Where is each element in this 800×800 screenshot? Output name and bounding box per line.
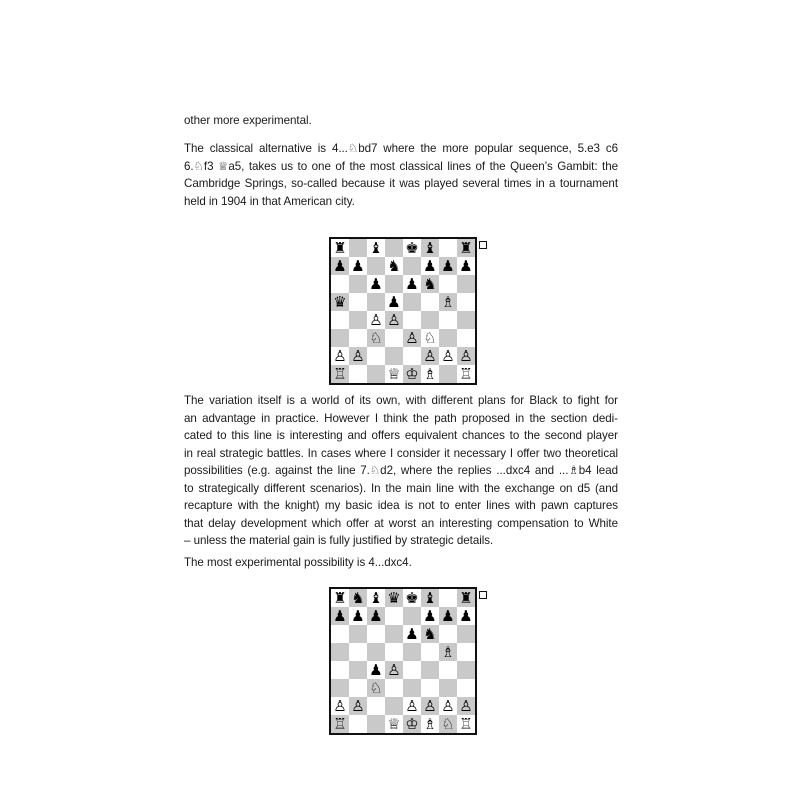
square-b6 — [349, 275, 367, 293]
paragraph-3 — [184, 392, 618, 550]
paragraph-line: possibilities (e.g. against the line 7.♘d2, where the replies ...dxc4 and ...♗b4 lead — [184, 464, 618, 477]
square-e7 — [403, 607, 421, 625]
square-b2 — [349, 697, 367, 715]
square-b8 — [349, 589, 367, 607]
square-b3 — [349, 679, 367, 697]
square-g1 — [439, 715, 457, 733]
white-pawn-icon: ♙ — [459, 697, 473, 715]
square-f3 — [421, 679, 439, 697]
square-g3 — [439, 329, 457, 347]
square-a6 — [331, 625, 349, 643]
paragraph-line: Cambridge Springs, so-called because it was played several times in a tournament — [184, 177, 618, 190]
square-b6 — [349, 625, 367, 643]
paragraph-line: that delay development which offer at worst an interesting compensation to White — [184, 516, 618, 530]
white-knight-icon: ♘ — [441, 715, 455, 733]
square-b4 — [349, 311, 367, 329]
paragraph-line: The most experimental possibility is 4...dxc4. — [184, 556, 412, 569]
square-e2 — [403, 347, 421, 365]
square-g3 — [439, 679, 457, 697]
square-e3 — [403, 329, 421, 347]
paragraph-line: held in 1904 in that American city. — [184, 194, 355, 208]
black-pawn-icon: ♟ — [369, 661, 383, 679]
square-h1 — [457, 715, 475, 733]
square-h6 — [457, 275, 475, 293]
square-d8 — [385, 589, 403, 607]
white-to-move-indicator — [479, 591, 487, 599]
black-pawn-icon: ♟ — [369, 275, 383, 293]
black-queen-icon: ♛ — [333, 293, 347, 311]
square-c8 — [367, 589, 385, 607]
black-pawn-icon: ♟ — [423, 257, 437, 275]
white-pawn-icon: ♙ — [405, 329, 419, 347]
square-b5 — [349, 643, 367, 661]
square-c7 — [367, 257, 385, 275]
square-g8 — [439, 589, 457, 607]
square-h8 — [457, 589, 475, 607]
square-d1 — [385, 715, 403, 733]
paragraph-line: recapture with the knight) my basic idea is not to enter lines with pawn captures — [184, 499, 618, 512]
square-d5 — [385, 293, 403, 311]
square-h3 — [457, 679, 475, 697]
square-e4 — [403, 311, 421, 329]
square-c5 — [367, 293, 385, 311]
square-c8 — [367, 239, 385, 257]
square-a2 — [331, 347, 349, 365]
square-c4 — [367, 311, 385, 329]
black-pawn-icon: ♟ — [459, 257, 473, 275]
black-rook-icon: ♜ — [333, 589, 347, 607]
white-queen-icon: ♕ — [387, 365, 401, 383]
black-pawn-icon: ♟ — [459, 607, 473, 625]
paragraph-line: 6.♘f3 ♕a5, takes us to one of the most classical lines of the Queen’s Gambit: the — [184, 159, 618, 173]
square-c3 — [367, 679, 385, 697]
square-e4 — [403, 661, 421, 679]
square-g2 — [439, 697, 457, 715]
black-knight-icon: ♞ — [423, 275, 437, 293]
square-d1 — [385, 365, 403, 383]
square-g1 — [439, 365, 457, 383]
square-e6 — [403, 625, 421, 643]
square-e5 — [403, 293, 421, 311]
square-d5 — [385, 643, 403, 661]
white-pawn-icon: ♙ — [387, 661, 401, 679]
square-c2 — [367, 347, 385, 365]
square-d8 — [385, 239, 403, 257]
paragraph-2 — [184, 140, 618, 210]
black-king-icon: ♚ — [405, 239, 419, 257]
chessboard — [329, 587, 477, 735]
square-h4 — [457, 311, 475, 329]
square-a4 — [331, 661, 349, 679]
square-b3 — [349, 329, 367, 347]
square-f6 — [421, 625, 439, 643]
square-f1 — [421, 365, 439, 383]
square-h5 — [457, 293, 475, 311]
square-f7 — [421, 607, 439, 625]
square-h4 — [457, 661, 475, 679]
black-knight-icon: ♞ — [351, 589, 365, 607]
square-h7 — [457, 607, 475, 625]
white-pawn-icon: ♙ — [423, 697, 437, 715]
paragraph-4 — [184, 554, 618, 572]
white-bishop-icon: ♗ — [423, 365, 437, 383]
square-g6 — [439, 625, 457, 643]
black-rook-icon: ♜ — [459, 589, 473, 607]
square-c5 — [367, 643, 385, 661]
white-to-move-indicator — [479, 241, 487, 249]
white-bishop-icon: ♗ — [441, 643, 455, 661]
square-a4 — [331, 311, 349, 329]
white-rook-icon: ♖ — [459, 715, 473, 733]
square-c1 — [367, 365, 385, 383]
white-knight-icon: ♘ — [369, 329, 383, 347]
paragraph-1 — [184, 112, 618, 130]
white-pawn-icon: ♙ — [405, 697, 419, 715]
square-f4 — [421, 311, 439, 329]
square-g2 — [439, 347, 457, 365]
black-pawn-icon: ♟ — [441, 607, 455, 625]
square-b5 — [349, 293, 367, 311]
white-pawn-icon: ♙ — [333, 347, 347, 365]
square-a5 — [331, 643, 349, 661]
white-rook-icon: ♖ — [333, 365, 347, 383]
square-d2 — [385, 347, 403, 365]
square-d3 — [385, 679, 403, 697]
black-pawn-icon: ♟ — [333, 257, 347, 275]
square-d3 — [385, 329, 403, 347]
square-d6 — [385, 625, 403, 643]
black-rook-icon: ♜ — [333, 239, 347, 257]
square-e7 — [403, 257, 421, 275]
square-f6 — [421, 275, 439, 293]
black-queen-icon: ♛ — [387, 589, 401, 607]
square-d7 — [385, 607, 403, 625]
square-h1 — [457, 365, 475, 383]
square-f7 — [421, 257, 439, 275]
white-knight-icon: ♘ — [369, 679, 383, 697]
square-h3 — [457, 329, 475, 347]
square-c1 — [367, 715, 385, 733]
white-bishop-icon: ♗ — [423, 715, 437, 733]
paragraph-line: other more experimental. — [184, 114, 312, 127]
square-h7 — [457, 257, 475, 275]
black-pawn-icon: ♟ — [351, 257, 365, 275]
square-g5 — [439, 293, 457, 311]
black-pawn-icon: ♟ — [387, 293, 401, 311]
white-pawn-icon: ♙ — [441, 347, 455, 365]
square-d6 — [385, 275, 403, 293]
square-a5 — [331, 293, 349, 311]
square-e8 — [403, 589, 421, 607]
square-a3 — [331, 329, 349, 347]
black-pawn-icon: ♟ — [441, 257, 455, 275]
square-d4 — [385, 311, 403, 329]
black-pawn-icon: ♟ — [333, 607, 347, 625]
square-d4 — [385, 661, 403, 679]
square-g4 — [439, 311, 457, 329]
white-pawn-icon: ♙ — [351, 697, 365, 715]
square-e1 — [403, 365, 421, 383]
square-a7 — [331, 257, 349, 275]
square-f5 — [421, 643, 439, 661]
white-pawn-icon: ♙ — [369, 311, 383, 329]
square-a8 — [331, 589, 349, 607]
square-a1 — [331, 715, 349, 733]
square-c2 — [367, 697, 385, 715]
square-f2 — [421, 697, 439, 715]
square-g8 — [439, 239, 457, 257]
square-c7 — [367, 607, 385, 625]
square-f8 — [421, 239, 439, 257]
square-h5 — [457, 643, 475, 661]
paragraph-line: – unless the material gain is fully justified by strategic details. — [184, 534, 494, 547]
square-h6 — [457, 625, 475, 643]
square-f4 — [421, 661, 439, 679]
white-rook-icon: ♖ — [333, 715, 347, 733]
square-e3 — [403, 679, 421, 697]
square-c4 — [367, 661, 385, 679]
paragraph-line: The variation itself is a world of its own, with different plans for Black to fight for — [184, 394, 618, 407]
black-knight-icon: ♞ — [423, 625, 437, 643]
square-a1 — [331, 365, 349, 383]
paragraph-line: an advantage in practice. However I think the path proposed in the section dedi- — [184, 411, 618, 425]
square-d2 — [385, 697, 403, 715]
square-b1 — [349, 715, 367, 733]
square-g6 — [439, 275, 457, 293]
square-b7 — [349, 607, 367, 625]
white-pawn-icon: ♙ — [423, 347, 437, 365]
square-a6 — [331, 275, 349, 293]
square-g5 — [439, 643, 457, 661]
square-f3 — [421, 329, 439, 347]
black-pawn-icon: ♟ — [369, 607, 383, 625]
black-bishop-icon: ♝ — [369, 589, 383, 607]
white-pawn-icon: ♙ — [441, 697, 455, 715]
paragraph-line: cated to this line is interesting and offers equivalent chances to the second player — [184, 429, 618, 442]
white-pawn-icon: ♙ — [351, 347, 365, 365]
black-pawn-icon: ♟ — [405, 275, 419, 293]
paragraph-line: in real strategic battles. In cases where I consider it necessary I offer two theoretical — [184, 446, 618, 460]
square-b2 — [349, 347, 367, 365]
square-f5 — [421, 293, 439, 311]
square-e2 — [403, 697, 421, 715]
square-a8 — [331, 239, 349, 257]
square-g4 — [439, 661, 457, 679]
square-h8 — [457, 239, 475, 257]
square-d7 — [385, 257, 403, 275]
white-king-icon: ♔ — [405, 365, 419, 383]
white-rook-icon: ♖ — [459, 365, 473, 383]
square-a7 — [331, 607, 349, 625]
square-b4 — [349, 661, 367, 679]
square-a2 — [331, 697, 349, 715]
square-g7 — [439, 257, 457, 275]
square-h2 — [457, 697, 475, 715]
square-b1 — [349, 365, 367, 383]
black-bishop-icon: ♝ — [423, 239, 437, 257]
black-pawn-icon: ♟ — [351, 607, 365, 625]
white-pawn-icon: ♙ — [459, 347, 473, 365]
white-pawn-icon: ♙ — [333, 697, 347, 715]
black-pawn-icon: ♟ — [405, 625, 419, 643]
paragraph-line: The classical alternative is 4...♘bd7 where the more popular sequence, 5.e3 c6 — [184, 142, 618, 155]
square-e8 — [403, 239, 421, 257]
black-rook-icon: ♜ — [459, 239, 473, 257]
white-king-icon: ♔ — [405, 715, 419, 733]
paragraph-line: to strategically different scenarios). In the main line with the exchange on d5 (and — [184, 481, 618, 495]
white-knight-icon: ♘ — [423, 329, 437, 347]
square-f2 — [421, 347, 439, 365]
black-knight-icon: ♞ — [387, 257, 401, 275]
square-e1 — [403, 715, 421, 733]
white-pawn-icon: ♙ — [387, 311, 401, 329]
black-pawn-icon: ♟ — [423, 607, 437, 625]
square-b8 — [349, 239, 367, 257]
black-bishop-icon: ♝ — [423, 589, 437, 607]
square-c6 — [367, 625, 385, 643]
square-e5 — [403, 643, 421, 661]
square-c6 — [367, 275, 385, 293]
square-f8 — [421, 589, 439, 607]
square-b7 — [349, 257, 367, 275]
chessboard — [329, 237, 477, 385]
square-g7 — [439, 607, 457, 625]
square-h2 — [457, 347, 475, 365]
square-f1 — [421, 715, 439, 733]
square-c3 — [367, 329, 385, 347]
white-queen-icon: ♕ — [387, 715, 401, 733]
black-king-icon: ♚ — [405, 589, 419, 607]
square-e6 — [403, 275, 421, 293]
black-bishop-icon: ♝ — [369, 239, 383, 257]
square-a3 — [331, 679, 349, 697]
white-bishop-icon: ♗ — [441, 293, 455, 311]
